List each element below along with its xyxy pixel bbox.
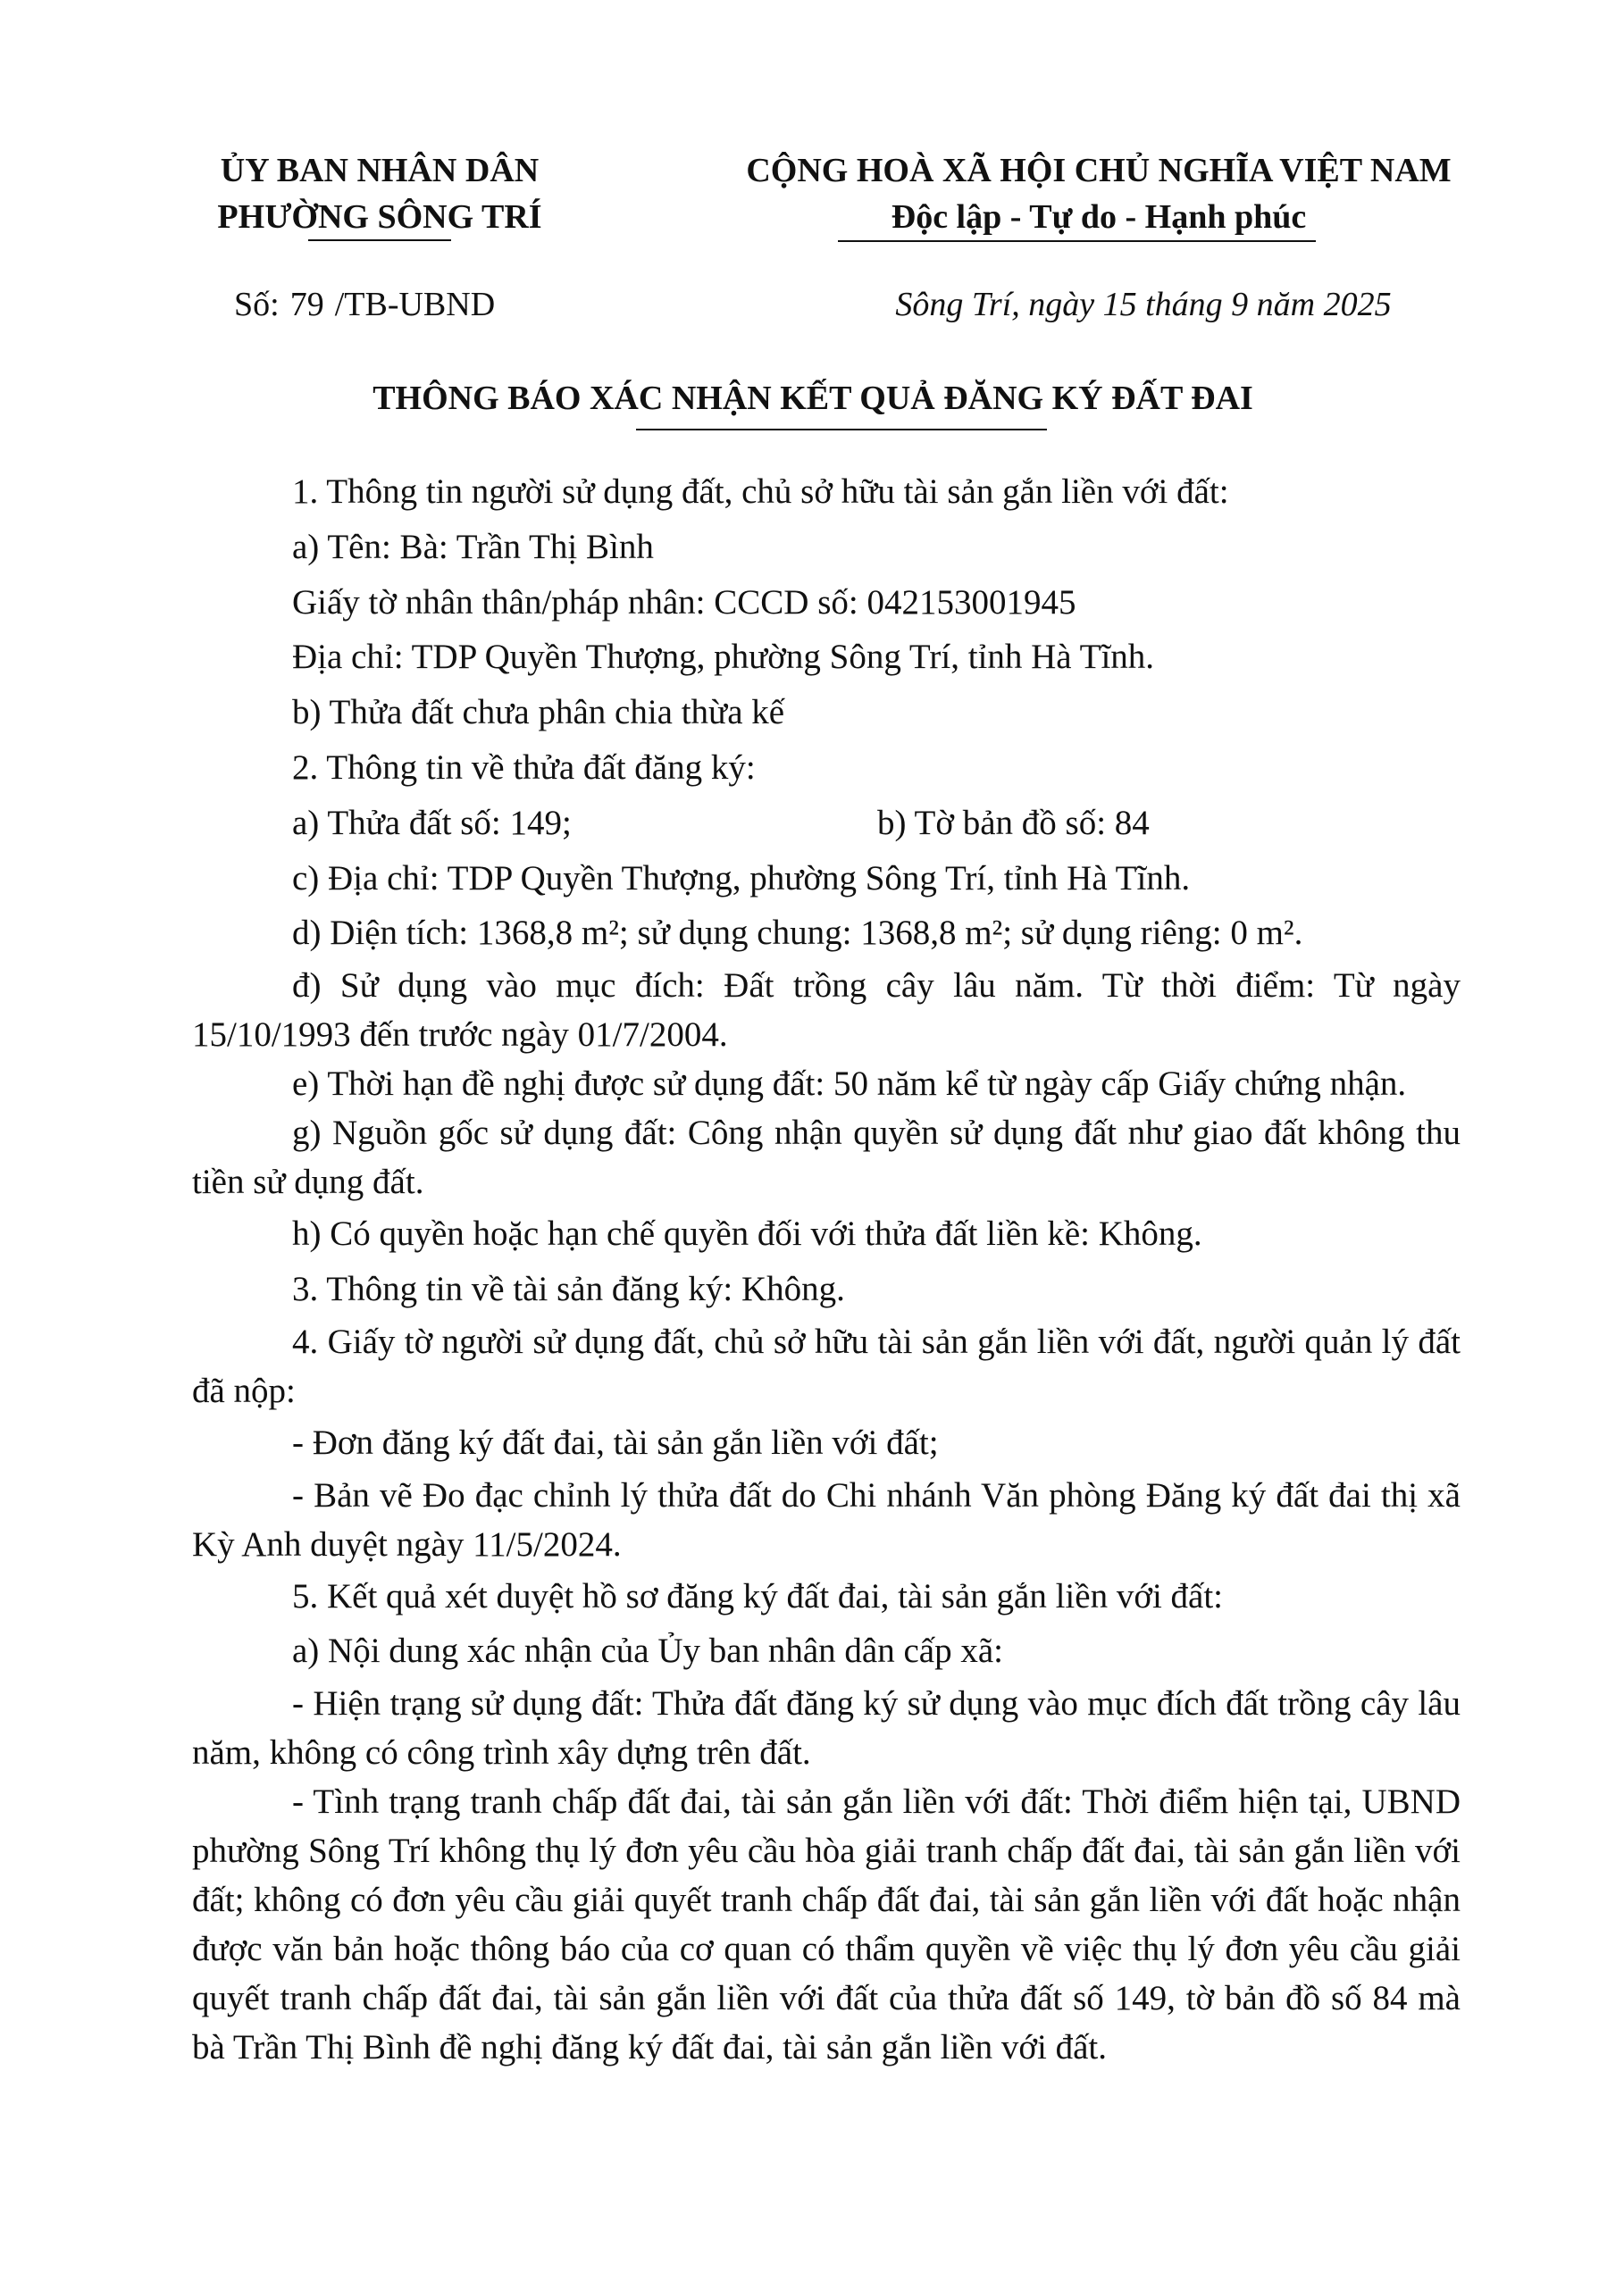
inheritance-status: b) Thửa đất chưa phân chia thừa kế [292, 693, 785, 732]
submitted-document-1: - Đơn đăng ký đất đai, tài sản gắn liền với đất; [292, 1423, 939, 1462]
national-name: CỘNG HOÀ XÃ HỘI CHỦ NGHĨA VIỆT NAM [746, 152, 1452, 189]
parcel-area: d) Diện tích: 1368,8 m²; sử dụng chung: 1368,8 m²; sử dụng riêng: 0 m². [292, 914, 1303, 953]
issuing-authority-line2: PHƯỜNG SÔNG TRÍ [217, 198, 542, 236]
current-land-use-status: - Hiện trạng sử dụng đất: Thửa đất đăng ký sử dụng vào mục đích đất trồng cây lâu năm, không có công trình xây dựng trên đất. [192, 1684, 1461, 1773]
document-number-value: 79 [289, 286, 324, 323]
authority-underline [308, 239, 451, 241]
section-5-heading: 5. Kết quả xét duyệt hồ sơ đăng ký đất đai, tài sản gắn liền với đất: [292, 1576, 1224, 1616]
document-title: THÔNG BÁO XÁC NHẬN KẾT QUẢ ĐĂNG KÝ ĐẤT ĐAI [373, 380, 1253, 417]
motto-line: Độc lập - Tự do - Hạnh phúc [891, 198, 1307, 236]
submitted-document-2: - Bản vẽ Đo đạc chỉnh lý thửa đất do Chi nhánh Văn phòng Đăng ký đất đai thị xã Kỳ Anh duyệt ngày 11/5/2024. [192, 1475, 1461, 1564]
document-number-prefix: Số: [234, 286, 280, 323]
land-origin: g) Nguồn gốc sử dụng đất: Công nhận quyền sử dụng đất như giao đất không thu tiền sử dụng đất. [192, 1114, 1461, 1202]
document-body [192, 464, 1461, 2072]
issuing-authority [183, 147, 576, 240]
issuing-authority-line1: ỦY BAN NHÂN DÂN [220, 152, 540, 189]
dispute-status: - Tình trạng tranh chấp đất đai, tài sản gắn liền với đất: Thời điểm hiện tại, UBND phường Sông Trí không thụ lý đơn yêu cầu hòa giải tranh chấp đất đai, tài sản gắn liền với đất; không có đơn yêu cầu giải quyết tranh chấp đất đai, tài sản gắn liền với đất hoặc nhận được văn bản hoặc thông báo của cơ quan có thẩm quyền về việc thụ lý đơn yêu cầu giải quyết tranh chấp đất đai, tài sản gắn liền với đất của thửa đất số 149, tờ bản đồ số 84 mà bà Trần Thị Bình đề nghị đăng ký đất đai, tài sản gắn liền với đất. [192, 1783, 1461, 2067]
land-use-term: e) Thời hạn đề nghị được sử dụng đất: 50 năm kể từ ngày cấp Giấy chứng nhận. [292, 1065, 1407, 1104]
title-underline [636, 429, 1047, 430]
parcel-and-map-numbers [192, 796, 1461, 851]
parcel-address: c) Địa chỉ: TDP Quyền Thượng, phường Sông Trí, tỉnh Hà Tĩnh. [292, 858, 1191, 898]
adjacent-rights: h) Có quyền hoặc hạn chế quyền đối với thửa đất liền kề: Không. [292, 1215, 1202, 1254]
commune-confirmation-heading: a) Nội dung xác nhận của Ủy ban nhân dân cấp xã: [292, 1632, 1003, 1671]
section-2-heading: 2. Thông tin về thửa đất đăng ký: [292, 747, 756, 787]
national-motto [679, 147, 1519, 240]
owner-id-document: Giấy tờ nhân thân/pháp nhân: CCCD số: 042153001945 [292, 582, 1076, 622]
place-and-date: Sông Trí, ngày 15 tháng 9 năm 2025 [895, 286, 1392, 323]
owner-address: Địa chỉ: TDP Quyền Thượng, phường Sông Trí, tỉnh Hà Tĩnh. [292, 638, 1155, 677]
section-3-assets: 3. Thông tin về tài sản đăng ký: Không. [292, 1269, 845, 1308]
map-sheet-number: b) Tờ bản đồ số: 84 [877, 803, 1150, 842]
motto-underline [838, 240, 1316, 242]
parcel-number: a) Thửa đất số: 149; [292, 803, 572, 842]
section-1-heading: 1. Thông tin người sử dụng đất, chủ sở hữu tài sản gắn liền với đất: [292, 472, 1229, 511]
document-number-suffix: /TB-UBND [334, 286, 496, 323]
land-use-purpose: đ) Sử dụng vào mục đích: Đất trồng cây lâu năm. Từ thời điểm: Từ ngày 15/10/1993 đến trước ngày 01/7/2004. [192, 966, 1461, 1055]
section-4-heading: 4. Giấy tờ người sử dụng đất, chủ sở hữu tài sản gắn liền với đất, người quản lý đất đã nộp: [192, 1322, 1461, 1410]
owner-name: a) Tên: Bà: Trần Thị Bình [292, 527, 654, 566]
document-number [234, 281, 495, 328]
